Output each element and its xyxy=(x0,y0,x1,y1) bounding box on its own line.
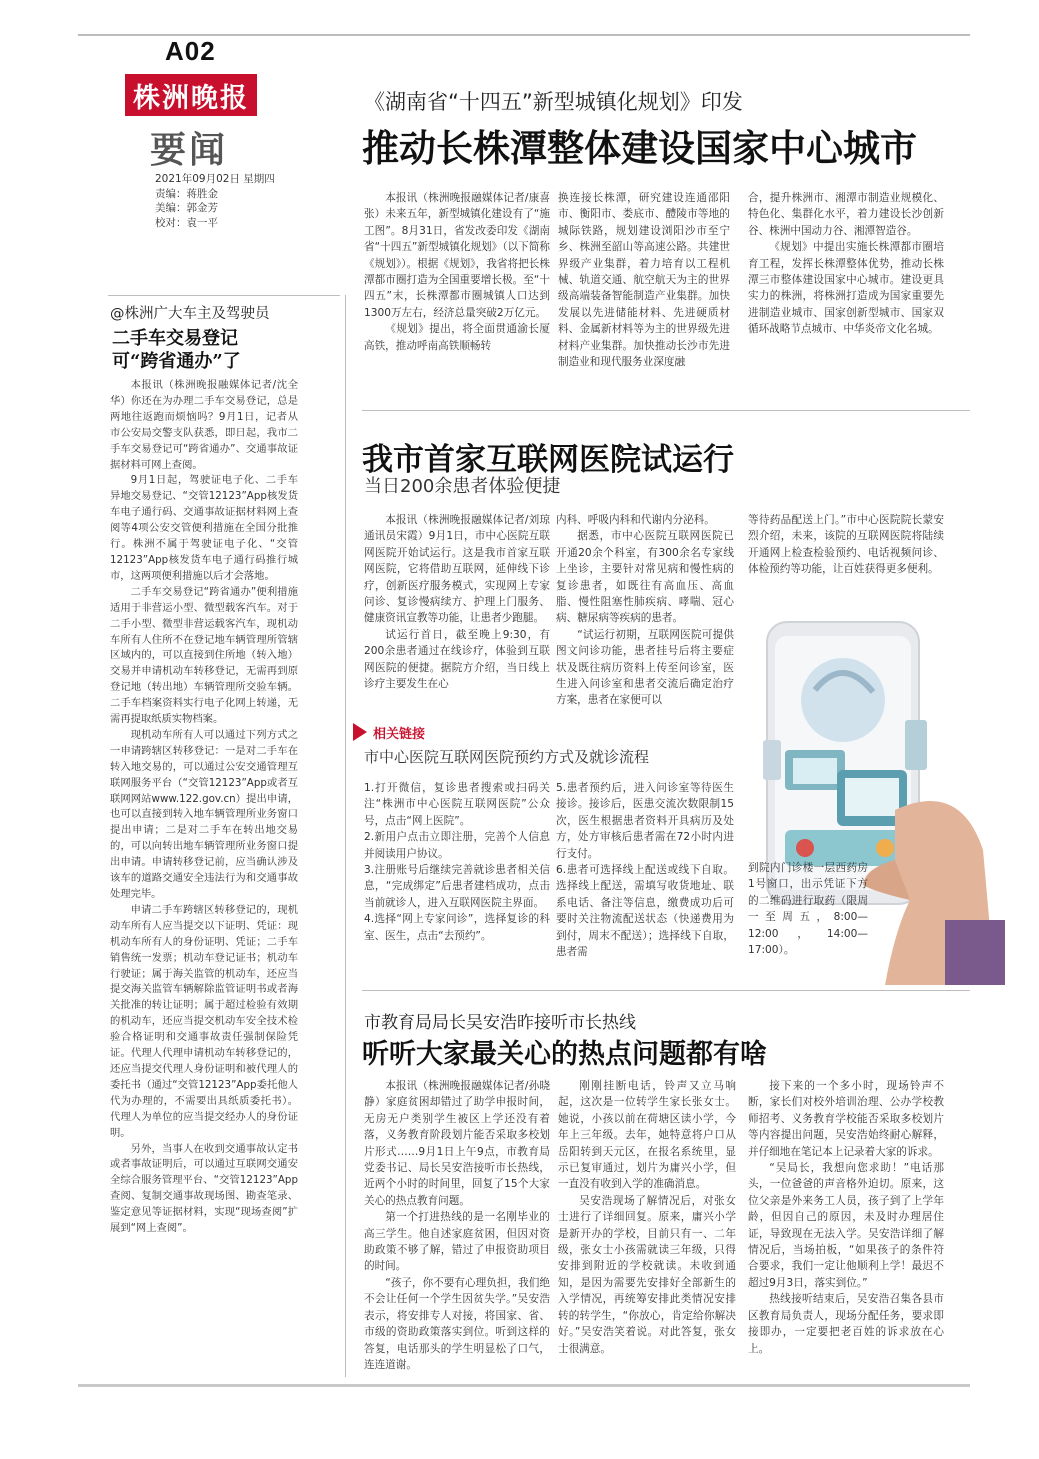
paragraph: 换连接长株潭，研究建设连通邵阳市、衡阳市、娄底市、醴陵市等地的城际铁路，规划建设浏阳沙市至宁乡、株洲至韶山等高速公路。共建世界级产业集群，着力培育以工程机械、轨道交通、航空航天为主的世界级高端装备智能制造产业集群。加快发展以先进储能材料、先进硬质材料、金属新材料等为主的世界级先进材料产业集群。加快推动长沙市先进制造业和现代服务业深度融 xyxy=(558,192,730,369)
paragraph: 第一个打进热线的是一名刚毕业的高三学生。他自述家庭贫困，但因对资助政策不够了解，错过了申报资助项目的时间。 xyxy=(364,1211,550,1273)
paragraph: 申请二手车跨辖区转移登记的，现机动车所有人应当提交以下证明、凭证：现机动车所有人的身份证明、凭证；二手车销售统一发票；机动车登记证书；机动车行驶证；属于海关监管的机动车，还应当提交海关监管车辆解除监管证明书或者海关批准的转让证明；属于超过检验有效期的机动车，还应当提交机动车安全技术检验合格证明和交通事故责任强制保险凭证。代理人代理申请机动车转移登记的，还应当提交代理人身份证明和被代理人的委托书（通过“交管12123”App委托他人代为办理的，不需要出具纸质委托书）。代理人为单位的应当提交经办人的身份证明。 xyxy=(110,903,298,1139)
step-item: 1.打开微信，复诊患者搜索或扫码关注“株洲市中心医院互联网医院”公众号，点击“网上医院”。 xyxy=(364,782,550,827)
sidebar-kicker: @株洲广大车主及驾驶员 xyxy=(110,306,270,322)
proofreader-credit: 校对：袁一平 xyxy=(155,216,218,229)
paragraph: 内科、呼吸内科和代谢内分泌科。 xyxy=(556,514,715,526)
sidebar-headline-line-2: 可“跨省通办”了 xyxy=(112,351,241,372)
divider-article1 xyxy=(362,410,970,411)
article1-column-1 xyxy=(364,190,550,385)
article3-headline: 听听大家最关心的热点问题都有啥 xyxy=(362,1039,767,1070)
article3-column-1 xyxy=(364,1078,550,1378)
article3-column-3 xyxy=(748,1078,944,1378)
steps-column-2 xyxy=(556,780,734,965)
paragraph: 9月1日起，驾驶证电子化、二手车异地交易登记、“交管12123”App核发货车电子通行码、交通事故证据材料网上查阅等4项公安交管便利措施在全国分批推行。株洲不属于驾驶证电子化、“交管12123”App核发货车电子通行码推行城市，这两项便利措施以后才会落地。 xyxy=(110,474,298,582)
sidebar-top-rule xyxy=(108,295,340,296)
related-link-tag xyxy=(353,722,425,742)
article1-column-2 xyxy=(558,190,730,385)
designer-credit: 美编：郭金芳 xyxy=(155,202,218,214)
column-divider xyxy=(345,295,346,1377)
paragraph: 本报讯（株洲晚报融媒体记者/沈全华）你还在为办理二手车交易登记，总是两地往返跑而烦恼吗？9月1日，记者从市公安局交警支队获悉，即日起，我市二手车交易登记可“跨省通办”、交通事故证据材料可网上查阅。 xyxy=(110,379,298,471)
article1-headline: 推动长株潭整体建设国家中心城市 xyxy=(362,126,917,170)
article1-kicker: 《湖南省“十四五”新型城镇化规划》印发 xyxy=(364,90,743,114)
article2-subhead: 当日200余患者体验便捷 xyxy=(364,476,561,497)
paragraph: 热线接听结束后，吴安浩召集各县市区教育局负责人，现场分配任务，要求即接即办，一定要把老百姓的诉求放在心上。 xyxy=(748,1293,944,1355)
article2-column-1 xyxy=(364,512,550,707)
section-title: 要闻 xyxy=(150,129,229,171)
page-number: A02 xyxy=(165,36,216,66)
article2-headline: 我市首家互联网医院试运行 xyxy=(362,442,734,478)
issue-date: 2021年09月02日 星期四 xyxy=(155,173,275,185)
paragraph: 试运行首日，截至晚上9:30，有200余患者通过在线诊疗，体验到互联网医院的便捷。据院方介绍，当日线上诊疗主要发生在心 xyxy=(364,628,550,691)
article3-column-2 xyxy=(558,1078,736,1378)
article2-column-2 xyxy=(556,512,734,707)
paragraph: 另外，当事人在收到交通事故认定书或者事故证明后，可以通过互联网交通安全综合服务管理平台、“交管12123”App查阅、复制交通事故现场图、勘查笔录、鉴定意见等证据材料，实现“现场查阅”扩展到“网上查阅”。 xyxy=(110,1142,298,1235)
editor-credit: 责编：蒋胜金 xyxy=(155,187,218,200)
sidebar-body xyxy=(110,378,298,1378)
paragraph: 本报讯（株洲晚报融媒体记者/刘琼 通讯员宋霞）9月1日，市中心医院互联网医院开始试运行。这是我市首家互联网医院，它将借助互联网，延伸线下诊疗，创新医疗服务模式，实现网上专家问诊、复诊慢病续方、护理上门服务、健康资讯宣教等功能，让患者少跑腿。 xyxy=(364,514,550,625)
related-link-title: 市中心医院互联网医院预约方式及就诊流程 xyxy=(364,748,650,766)
steps-column-1 xyxy=(364,780,550,965)
newspaper-logo: 株洲晚报 xyxy=(125,74,257,116)
paragraph: 吴安浩现场了解情况后，对张女士进行了详细回复。原来，庸兴小学是新开办的学校，目前只有一、二年级，张女士小孩需就读三年级，只得安排到附近的学校就读。未收到通知，是因为需要先安排好全部新生的入学情况，再统筹安排此类情况安排转的转学生，“你放心，肯定给你解决好。”吴安浩笑着说。对此答复，张女士很满意。 xyxy=(558,1194,736,1355)
paragraph: 现机动车所有人可以通过下列方式之一申请跨辖区转移登记：一是对二手车在转入地交易的，可以通过公安交通管理互联网服务平台（“交管12123”App或者互联网网站www.122.gov.cn）提出申请，也可以直接到转入地车辆管理所业务窗口提出申请；二是对二手车在转出地交易的，可以向转出地车辆管理所业务窗口提出申请。申请转移登记前，应当确认涉及该车的道路交通安全违法行为和交通事故处理完毕。 xyxy=(110,728,298,900)
paragraph: “试运行初期，互联网医院可提供图文问诊功能，患者挂号后将主要症状及既往病历资料上传至问诊室，医生进入问诊室和患者交流后确定治疗方案，患者在家便可以 xyxy=(556,628,734,707)
step-item: 到院内门诊楼一层西药房1号窗口，出示凭证下方的二维码进行取药（限周一至周五，8:00—12:00，14:00—17:00）。 xyxy=(748,862,868,957)
paragraph: 《规划》提出，将全面贯通渝长厦高铁，推动呼南高铁顺畅转 xyxy=(364,323,550,352)
divider-article2 xyxy=(362,990,970,991)
paragraph: 二手车交易登记“跨省通办”便利措施适用于非营运小型、微型载客汽车。对于二手小型、微型非营运载客汽车，现机动车所有人住所不在登记地车辆管理所管辖区域内的，可以直接到住所地（转入地）交易并申请机动车转移登记，无需再到原登记地（转出地）车辆管理所交验车辆。二手车档案资料实行电子化网上转递，无需再提取纸质实物档案。 xyxy=(110,585,298,726)
paragraph: 本报讯（株洲晚报融媒体记者/康喜张）未来五年，新型城镇化建设有了“施工图”。8月31日，省发改委印发《湖南省“十四五”新型城镇化规划》（以下简称《规划》）。根据《规划》，我省将把长株潭都市圈打造为全国重要增长极。至“十四五”末，长株潭都市圈城镇人口达到1300万左右，经济总量突破2万亿元。 xyxy=(364,192,550,319)
paragraph: 等待药品配送上门。”市中心医院院长蒙安烈介绍，未来，该院的互联网医院将陆续开通网上检查检验预约、电话视频问诊、体检预约等功能，让百姓获得更多便利。 xyxy=(748,514,944,576)
paragraph: 本报讯（株洲晚报融媒体记者/孙晓静）家庭贫困却错过了助学申报时间，无房无户类别学生被区上学还没有着落，义务教育阶段划片能否采取多校划片形式……9月1日上午9点，市教育局党委书记、局长吴安浩接听市长热线，近两个小时的时间里，回复了15个大家关心的热点教育问题。 xyxy=(364,1080,550,1207)
paragraph: 《规划》中提出实施长株潭都市圈培育工程，发挥长株潭整体优势，推动长株潭三市整体建设国家中心城市。建设更具实力的株洲，将株洲打造成为国家重要先进制造业城市、国家创新型城市、国家双循环战略节点城市、中华炎帝文化名城。 xyxy=(748,241,944,336)
steps-column-3 xyxy=(748,860,868,970)
related-link-label: 相关链接 xyxy=(373,726,426,742)
paragraph: “孩子，你不要有心理负担，我们绝不会让任何一个学生因贫失学。”吴安浩表示，将安排专人对接，将国家、省、市级的资助政策落实到位。听到这样的答复，电话那头的学生明显松了口气，连连道谢。 xyxy=(364,1276,550,1371)
paragraph: 接下来的一个多小时，现场铃声不断，家长们对校外培训治理、公办学校教师招考、义务教育学校能否采取多校划片等内容提出问题，吴安浩始终耐心解释，并仔细地在笔记本上记录着大家的诉求。 xyxy=(748,1080,944,1158)
paragraph: “吴局长，我想向您求助！”电话那头，一位爸爸的声音格外迫切。原来，这位父亲是外来务工人员，孩子到了上学年龄，但因自己的原因，未及时办理居住证，导致现在无法入学。吴安浩详细了解情况后，当场拍板，“如果孩子的条件符合要求，我们一定让他顺利上学！最迟不超过9月3日，落实到位。” xyxy=(748,1162,944,1289)
flag-icon xyxy=(353,723,367,741)
step-item: 6.患者可选择线上配送或线下自取。选择线上配送，需填写收货地址、联系电话、备注等信息，缴费成功后可要时关注物流配送状态（快递费用为到付，周末不配送）；选择线下自取，患者需 xyxy=(556,864,734,959)
article3-kicker: 市教育局局长吴安浩昨接听市长热线 xyxy=(364,1013,636,1033)
sidebar-headline-line-1: 二手车交易登记 xyxy=(112,328,238,349)
paragraph: 刚刚挂断电话，铃声又立马响起，这次是一位转学生家长张女士。她说，小孩以前在荷塘区读小学，今年上三年级。去年，她特意将户口从岳阳转到天元区，在报名系统里，显示已复审通过，划片为庸兴小学，但一直没有收到入学的准确消息。 xyxy=(558,1080,736,1191)
step-item: 4.选择“网上专家问诊”，选择复诊的科室、医生，点击“去预约”。 xyxy=(364,913,550,942)
step-item: 3.注册账号后继续完善就诊患者相关信息，“完成绑定”后患者建档成功，点击当前就诊人，进入互联网医院主界面。 xyxy=(364,864,550,909)
article1-column-3 xyxy=(748,190,944,385)
bottom-rule xyxy=(78,1384,970,1387)
step-item: 2.新用户点击立即注册，完善个人信息并阅读用户协议。 xyxy=(364,831,550,860)
issue-meta xyxy=(155,172,275,230)
article2-column-3 xyxy=(748,512,944,602)
paragraph: 合，提升株洲市、湘潭市制造业规模化、特色化、集群化水平，着力建设长沙创新谷、株洲中国动力谷、湘潭智造谷。 xyxy=(748,192,944,237)
step-item: 5.患者预约后，进入问诊室等待医生接诊。接诊后，医患交流次数限制15次，医生根据患者资料开具病历及处方，处方审核后患者需在72小时内进行支付。 xyxy=(556,782,734,860)
paragraph: 据悉，市中心医院互联网医院已开通20余个科室，有300余名专家线上坐诊，主要针对常见病和慢性病的复诊患者，如既往有高血压、高血脂、慢性阻塞性肺疾病、哮喘、冠心病、糖尿病等疾病的患者。 xyxy=(556,530,734,625)
